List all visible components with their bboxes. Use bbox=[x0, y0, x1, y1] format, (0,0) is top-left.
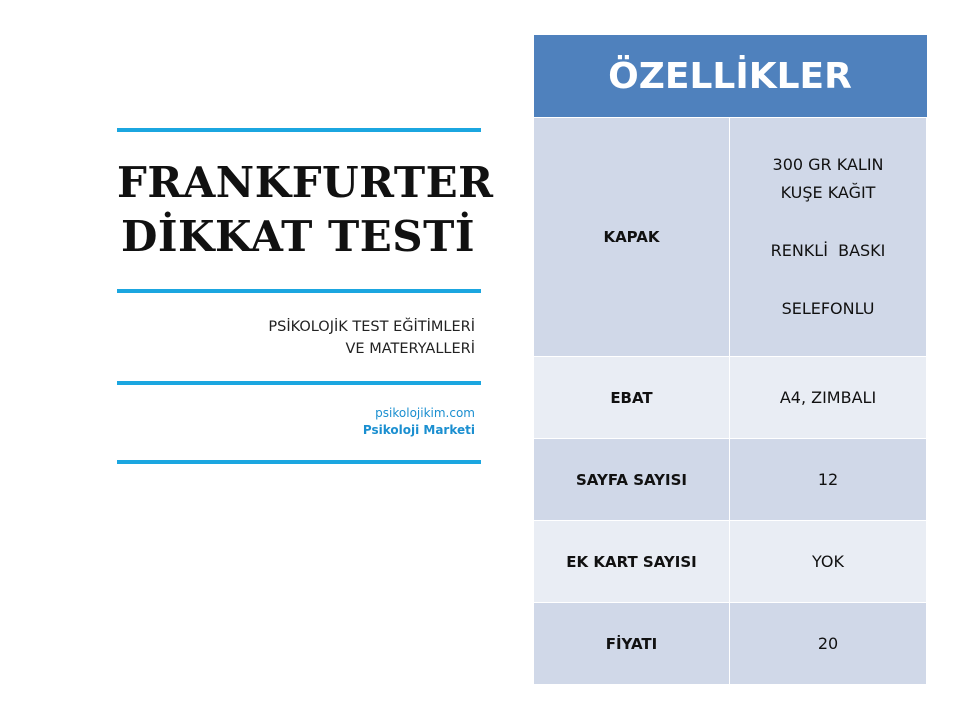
kapak-line: RENKLİ BASKI bbox=[770, 241, 886, 260]
table-row bbox=[534, 603, 927, 685]
specs-header: ÖZELLİKLER bbox=[534, 35, 927, 118]
table-row bbox=[534, 521, 927, 603]
specs-table bbox=[533, 35, 927, 685]
subtitle-rule bbox=[117, 381, 481, 385]
kapak-line: SELEFONLU bbox=[781, 299, 875, 318]
brand-name: Psikoloji Marketi bbox=[362, 423, 475, 437]
row-label-sayfa-sayisi: SAYFA SAYISI bbox=[534, 439, 730, 521]
kapak-gap bbox=[736, 207, 920, 237]
bottom-rule bbox=[117, 460, 481, 464]
table-row bbox=[534, 439, 927, 521]
subtitle-line-2: VE MATERYALLERİ bbox=[345, 341, 475, 357]
row-value-sayfa-sayisi: 12 bbox=[730, 439, 927, 521]
row-label-ek-kart-sayisi: EK KART SAYISI bbox=[534, 521, 730, 603]
top-rule bbox=[117, 128, 481, 132]
row-value-ek-kart-sayisi: YOK bbox=[730, 521, 927, 603]
kapak-line: 300 GR KALIN bbox=[772, 155, 884, 174]
row-value-ebat: A4, ZIMBALI bbox=[730, 357, 927, 439]
title-rule bbox=[117, 289, 481, 293]
product-title bbox=[117, 156, 494, 264]
table-row bbox=[534, 118, 927, 357]
kapak-line: KUŞE KAĞIT bbox=[780, 183, 876, 202]
table-row bbox=[534, 357, 927, 439]
row-label-kapak: KAPAK bbox=[534, 118, 730, 357]
brand-block bbox=[117, 405, 475, 439]
row-value-kapak bbox=[730, 118, 927, 357]
row-label-ebat: EBAT bbox=[534, 357, 730, 439]
row-value-fiyati: 20 bbox=[730, 603, 927, 685]
kapak-gap bbox=[736, 265, 920, 295]
title-line-1: FRANKFURTER bbox=[117, 158, 494, 207]
brand-site: psikolojikim.com bbox=[375, 406, 475, 420]
title-line-2: DİKKAT TESTİ bbox=[120, 212, 475, 261]
subtitle-line-1: PSİKOLOJİK TEST EĞİTİMLERİ bbox=[268, 319, 475, 335]
row-label-fiyati: FİYATI bbox=[534, 603, 730, 685]
subtitle bbox=[117, 316, 475, 360]
